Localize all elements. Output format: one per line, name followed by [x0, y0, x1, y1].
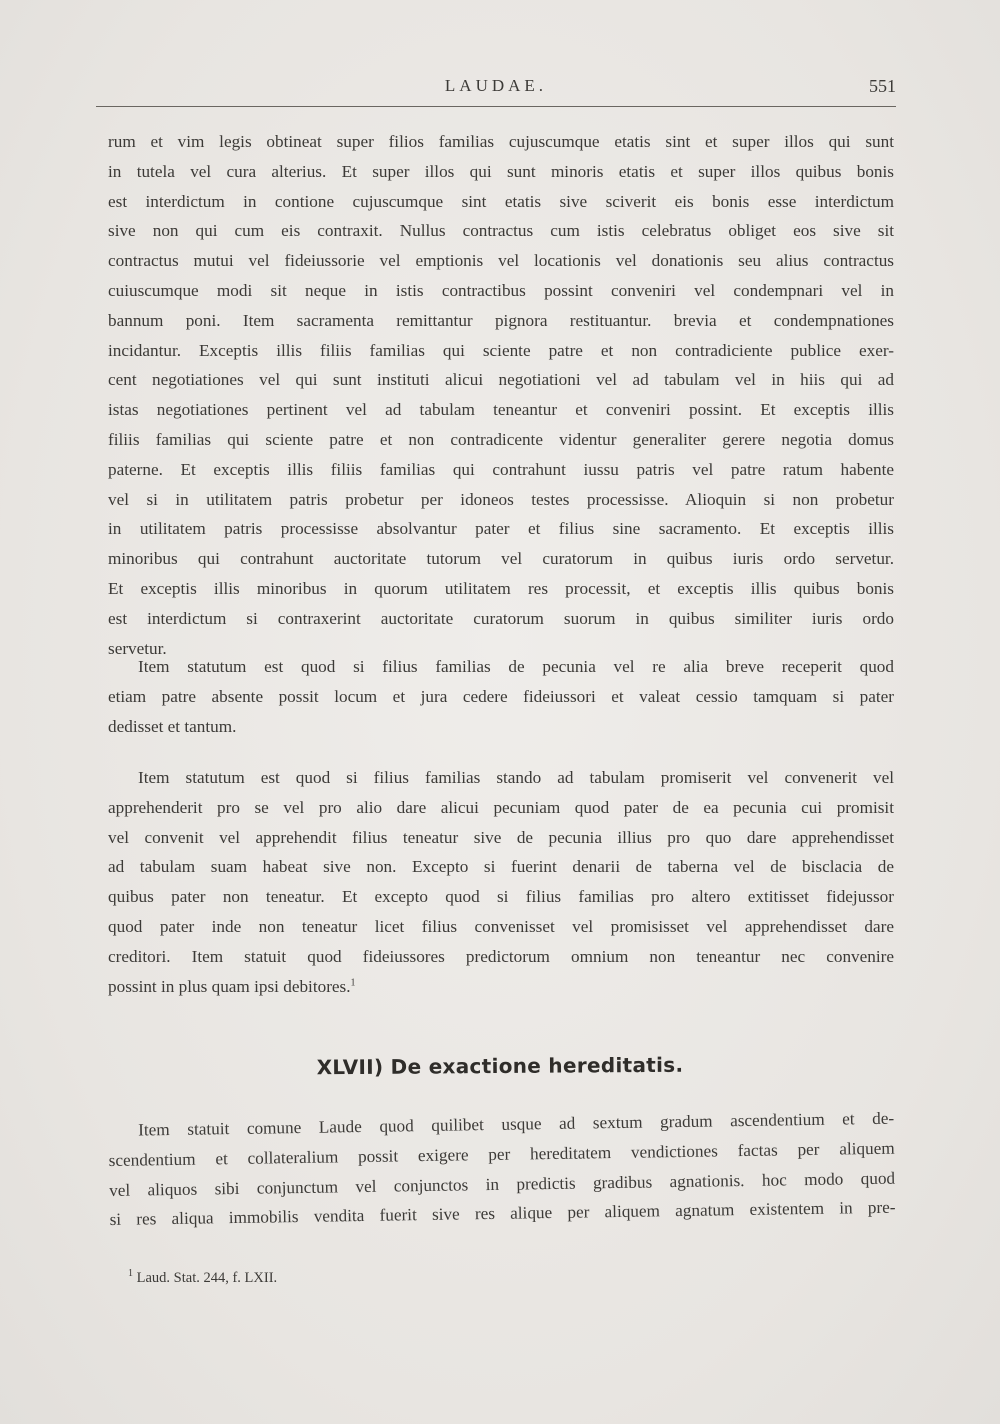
- text-line: Et exceptis illis minoribus in quorum utilitatem res processit, et exceptis illis quibus bonis: [108, 578, 894, 598]
- running-header: [96, 74, 896, 104]
- text-line: si res aliqua immobilis vendita fuerit sive res alique per aliquem agnatum existentem in pre-: [109, 1198, 896, 1230]
- text-line: istas negotiationes pertinent vel ad tabulam teneantur et conveniri possint. Et exceptis illis: [108, 400, 894, 420]
- text-line: scendentium et collateralium possit exigere per hereditatem vendictiones factas per aliquem: [108, 1138, 895, 1170]
- text-line: quod pater inde non teneatur licet filius convenisset vel promisisset vel apprehendisset dare: [108, 916, 894, 936]
- footnote: [128, 1270, 277, 1287]
- header-rule: [96, 106, 896, 107]
- text-line: cent negotiationes vel qui sunt instituti alicui negotiationi vel ad tabulam vel in hiis qui ad: [108, 370, 894, 390]
- paragraph-2: [108, 652, 894, 741]
- text-line: [108, 972, 894, 1002]
- text-line: rum et vim legis obtineat super filios familias cujuscumque etatis sint et super illos qui sunt: [108, 132, 894, 151]
- footnote-reference: 1: [350, 976, 356, 988]
- text-line: sive non qui cum eis contraxit. Nullus contractus cum istis celebratus obliget eos sive sit: [108, 221, 894, 241]
- text-line: in utilitatem patris processisse absolvantur pater et filius sine sacramento. Et exceptis illis: [108, 519, 894, 539]
- text-line: vel aliquos sibi conjunctum vel conjunctos in predictis gradibus agnationis. hoc modo quod: [109, 1168, 896, 1200]
- text-line: in tutela vel cura alterius. Et super illos qui sunt minoris etatis et super illos quibus bonis: [108, 161, 894, 181]
- text-line: ad tabulam suam habeat sive non. Excepto si fuerint denarii de taberna vel de bisclacia de: [108, 857, 894, 877]
- text-line: servetur.: [108, 638, 167, 658]
- text-line: Item statutum est quod si filius familias stando ad tabulam promiserit vel convenerit vel: [138, 768, 894, 787]
- paragraph-3: [108, 763, 894, 1001]
- text-line: apprehenderit pro se vel pro alio dare alicui pecuniam quod pater de ea pecunia cui promisit: [108, 797, 894, 817]
- text-line: vel si in utilitatem patris probetur per idoneos testes processisse. Alioquin si non probetur: [108, 489, 894, 509]
- text-line: creditori. Item statuit quod fideiussores predictorum omnium non teneantur nec convenire: [108, 946, 894, 966]
- section-heading: XLVII) De exactione hereditatis.: [316, 1052, 684, 1080]
- text-line: Item statuit comune Laude quod quilibet usque ad sextum gradum ascendentium et de-: [138, 1108, 895, 1140]
- text-line: filiis familias qui sciente patre et non contradicente videntur generaliter gerere negotia domus: [108, 429, 894, 449]
- running-title: LAUDAE.: [444, 76, 548, 95]
- text-line: contractus mutui vel fideiussorie vel emptionis vel locationis vel donationis seu alius contractus: [108, 251, 894, 271]
- text-line-content: possint in plus quam ipsi debitores.: [108, 976, 351, 996]
- text-line: incidantur. Exceptis illis filiis familias qui sciente patre et non contradiciente publice exer-: [108, 340, 894, 360]
- footnote-marker: 1: [128, 1268, 133, 1280]
- text-line: vel convenit vel apprehendit filius teneatur sive de pecunia illius pro quo dare apprehendisset: [108, 827, 894, 847]
- text-line: est interdictum in contione cujuscumque sint etatis sive sciverit eis bonis esse interdictum: [108, 191, 894, 211]
- text-line: paterne. Et exceptis illis filiis familias qui contrahunt iussu patris vel patre ratum habente: [108, 459, 894, 479]
- paragraph-4: [108, 1104, 896, 1236]
- footnote-text: Laud. Stat. 244, f. LXII.: [136, 1270, 278, 1286]
- text-line: cuiuscumque modi sit neque in istis contractibus possint conveniri vel condempnari vel in: [108, 280, 894, 300]
- text-line: Item statutum est quod si filius familias de pecunia vel re alia breve receperit quod: [138, 657, 894, 676]
- text-line: quibus pater non teneatur. Et excepto quod si filius familias pro altero extitisset fidejussor: [108, 887, 894, 907]
- paragraph-1: [108, 127, 894, 663]
- page-number: 551: [869, 76, 896, 96]
- text-line: etiam patre absente possit locum et jura cedere fideiussori et valeat cessio tamquam si pater: [108, 686, 894, 706]
- text-line: bannum poni. Item sacramenta remittantur pignora restituantur. brevia et condempnationes: [108, 310, 894, 330]
- text-line: minoribus qui contrahunt auctoritate tutorum vel curatorum in quibus iuris ordo servetur.: [108, 549, 894, 569]
- text-line: est interdictum si contraxerint auctoritate curatorum suorum in quibus similiter iuris ordo: [108, 608, 894, 628]
- text-line: dedisset et tantum.: [108, 716, 237, 736]
